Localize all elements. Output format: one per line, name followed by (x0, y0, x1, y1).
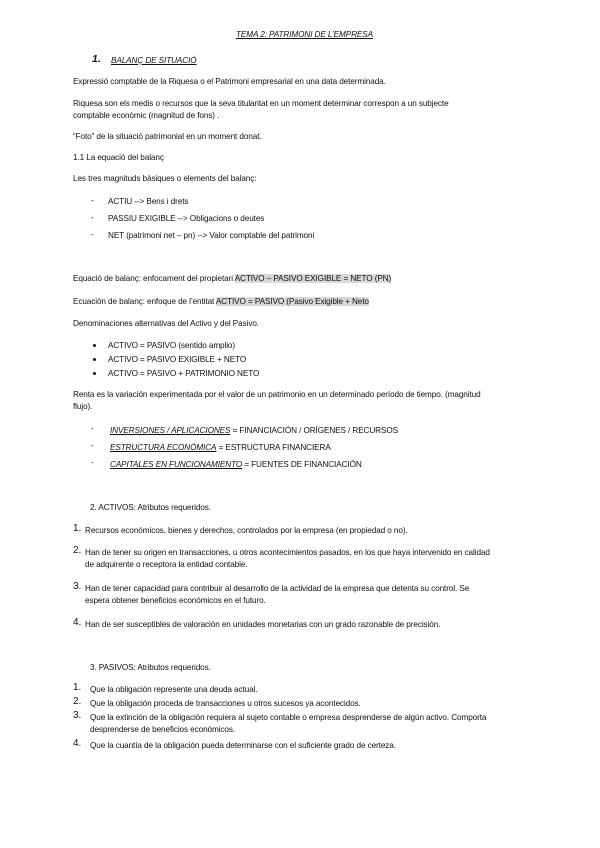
list-item-line: Han de tener capacidad para contribuir al desarrollo de la actividad de la empresa que detenta su control. Se (85, 584, 470, 593)
list-item (110, 425, 398, 436)
list-item-line: Que la extinción de la obligación requiera al sujeto contable o empresa desprenderse de algún activo. Comporta (90, 713, 487, 722)
underlined-term: INVERSIONES / APLICACIONES (110, 426, 231, 435)
dash-marker: - (91, 441, 94, 450)
list-item: ACTIVO = PASIVO (sentido amplio) (108, 341, 236, 350)
list-item: ACTIVO = PASIVO + PATRIMONIO NETO (108, 369, 260, 378)
list-number: 4. (73, 617, 82, 628)
list-item: PASSIU EXIGIBLE --> Obligacions o deutes (108, 214, 265, 223)
section3-heading: 3. PASIVOS: Atributos requeridos. (90, 663, 211, 672)
list-item: Han de ser susceptibles de valoración en unidades monetarias con un grado razonable de precisión. (85, 620, 441, 629)
term-equivalent: = FINANCIACIÓN / ORÍGENES / RECURSOS (230, 426, 398, 435)
list-item: ACTIU --> Bens i drets (108, 197, 189, 206)
subheading: 1.1 La equació del balanç (73, 153, 164, 162)
list-number: 1. (73, 682, 82, 693)
paragraph-line: Renta es la variación experimentada por el valor de un patrimonio en un determinado período de tiempo. (magnitud (73, 390, 481, 399)
list-item-line: de adquirente o receptora la entidad contable. (85, 560, 248, 569)
bullet-marker (93, 372, 96, 375)
equation-label: Ecuación de balanç: enfoque de l’entitat (73, 297, 216, 306)
equation-highlight: ACTIVO – PASIVO EXIGIBLE = NETO (PN) (234, 274, 392, 283)
paragraph: Denominaciones alternativas del Activo y del Pasivo. (73, 319, 259, 328)
paragraph: “Foto” de la situació patrimonial en un moment donat. (73, 132, 262, 141)
list-item (110, 459, 362, 470)
list-item: Que la obligación represente una deuda actual. (90, 685, 258, 694)
list-number: 2. (73, 696, 82, 707)
list-item-line: desprenderse de beneficios económicos. (90, 725, 236, 734)
dash-marker: - (91, 196, 94, 205)
list-number: 3. (73, 581, 82, 592)
underlined-term: ESTRUCTURA ECONÓMICA (110, 443, 217, 452)
list-item: ACTIVO = PASIVO EXIGIBLE + NETO (108, 355, 247, 364)
list-item: Que la obligación proceda de transacciones u otros sucesos ya acontecidos. (90, 699, 361, 708)
paragraph: Expressió comptable de la Riquesa o el Patrimoni empresarial en una data determinada. (73, 77, 386, 86)
list-item: Que la cuantía de la obligación pueda determinarse con el suficiente grado de certeza. (90, 741, 396, 750)
term-equivalent: = ESTRUCTURA FINANCIERA (216, 443, 331, 452)
section1-number: 1. (92, 53, 101, 65)
list-number: 1. (73, 523, 82, 534)
dash-marker: - (91, 230, 94, 239)
list-item-line: Han de tener su origen en transacciones, u otros acontecimientos pasados, en los que haya intervenido en calidad (85, 548, 490, 557)
equation-highlight: ACTIVO = PASIVO (Pasivo Exigible + Neto (215, 297, 369, 306)
dash-marker: - (91, 458, 94, 467)
section1-heading: BALANÇ DE SITUACIÓ (111, 56, 197, 65)
paragraph-line: flujo). (73, 402, 93, 411)
equation-line (73, 273, 391, 284)
paragraph: Les tres magnituds bàsiques o elements del balanç: (73, 174, 257, 183)
bullet-marker (93, 344, 96, 347)
list-item (110, 442, 331, 453)
bullet-marker (93, 358, 96, 361)
term-equivalent: = FUENTES DE FINANCIACIÓN (242, 460, 362, 469)
page-title: TEMA 2: PATRIMONI DE L’EMPRESA (236, 30, 373, 39)
dash-marker: - (91, 424, 94, 433)
list-number: 3. (73, 710, 82, 721)
list-item: NET (patrimoni net – pn) --> Valor comptable del patrimoni (108, 231, 315, 240)
paragraph-line: Riquesa son els medis o recursos que la seva titularitat en un moment determinar correspon a un subjecte (73, 99, 449, 108)
list-item-line: espera obtener beneficios económicos en el futuro. (85, 596, 266, 605)
list-number: 2. (73, 545, 82, 556)
list-number: 4. (73, 738, 82, 749)
underlined-term: CAPITALES EN FUNCIONAMIENTO (110, 460, 243, 469)
section2-heading: 2. ACTIVOS: Atributos requeridos. (90, 503, 211, 512)
dash-marker: - (91, 213, 94, 222)
equation-line (73, 296, 369, 307)
paragraph-line: comptable econòmic (magnitud de fons) . (73, 111, 220, 120)
equation-label: Equació de balanç: enfocament del propietari (73, 274, 235, 283)
list-item: Recursos económicos, bienes y derechos, controlados por la empresa (en propiedad o no). (85, 526, 408, 535)
